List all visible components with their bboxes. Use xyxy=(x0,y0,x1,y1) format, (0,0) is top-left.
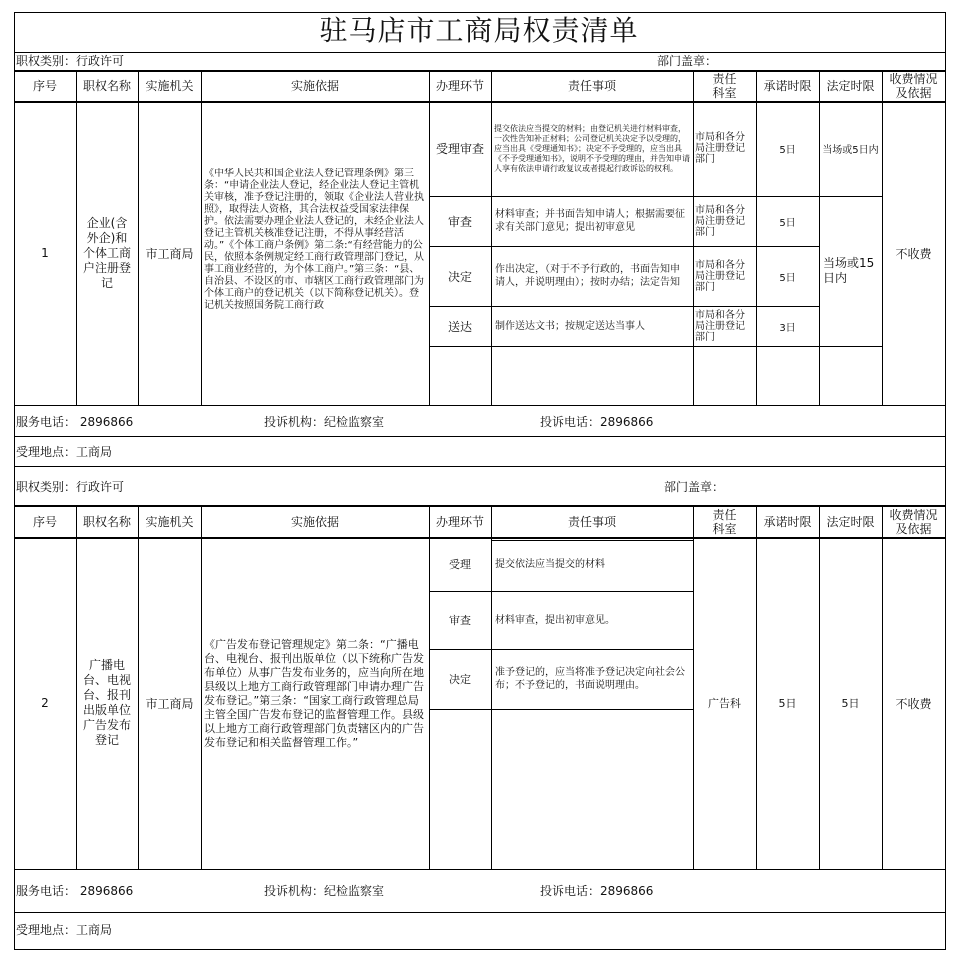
grid-rule xyxy=(14,70,945,72)
complaint-org: 投诉机构：纪检监察室 xyxy=(264,884,385,898)
stamp-label: 部门盖章： xyxy=(657,54,718,68)
service-phone: 服务电话： 2896866 xyxy=(16,415,134,429)
duty-decision: 作出决定，（对于不予行政的，书面告知申请人，并说明理由）；按时办结；法定告知 xyxy=(495,264,680,288)
dept-delivery: 市局和各分局注册登记部门 xyxy=(695,309,745,343)
grid-rule xyxy=(14,12,945,13)
grid-rule xyxy=(429,196,819,197)
legal-time-process: 当场或15日内 xyxy=(823,256,875,285)
grid-rule xyxy=(693,70,694,405)
header-duty: 责任事项 xyxy=(567,514,616,529)
grid-rule xyxy=(201,70,202,405)
grid-rule xyxy=(819,346,882,347)
grid-rule xyxy=(14,436,945,437)
header-stage: 办理环节 xyxy=(435,79,484,93)
grid-rule xyxy=(819,196,882,197)
grid-rule xyxy=(14,912,945,913)
grid-rule xyxy=(14,101,945,103)
grid-rule xyxy=(14,405,945,406)
duty-accept: 提交依法应当提交的材料 xyxy=(495,558,605,570)
category-label: 职权类别：行政许可 xyxy=(16,54,125,68)
power-name: 企业(含外企)和个体工商户注册登记 xyxy=(82,215,131,290)
grid-rule xyxy=(14,949,945,950)
grid-rule xyxy=(819,505,820,869)
complaint-phone: 投诉电话：2896866 xyxy=(540,415,654,429)
grid-rule xyxy=(429,709,693,710)
dept-decision: 市局和各分局注册登记部门 xyxy=(695,259,745,293)
header-basis: 实施依据 xyxy=(290,514,339,529)
agency: 市工商局 xyxy=(145,246,194,261)
legal-time: 5日 xyxy=(841,697,860,710)
header-dept: 责任 科室 xyxy=(712,72,737,100)
grid-rule xyxy=(76,505,77,869)
header-agency: 实施机关 xyxy=(145,514,194,529)
grid-rule xyxy=(429,306,819,307)
grid-rule xyxy=(756,70,757,405)
header-duty: 责任事项 xyxy=(567,79,616,93)
grid-rule xyxy=(138,70,139,405)
grid-rule xyxy=(756,505,757,869)
grid-rule xyxy=(491,70,492,405)
header-basis: 实施依据 xyxy=(290,79,339,93)
header-legal: 法定时限 xyxy=(826,79,875,93)
grid-rule xyxy=(429,70,430,405)
header-fee: 收费情况 及依据 xyxy=(889,72,938,100)
grid-rule xyxy=(14,466,945,467)
duty-decision: 准予登记的，应当将准予登记决定向社会公布；不予登记的，书面说明理由。 xyxy=(495,667,685,691)
header-name: 职权名称 xyxy=(82,79,131,93)
grid-rule xyxy=(882,505,883,869)
stage-decision: 决定 xyxy=(447,269,472,284)
stage-accept: 受理 xyxy=(449,558,471,571)
duty-review: 材料审查；并书面告知申请人；根据需要征求有关部门意见；提出初审意见 xyxy=(495,209,685,233)
stage-delivery: 送达 xyxy=(447,319,472,334)
grid-rule xyxy=(491,505,492,869)
stage-decision: 决定 xyxy=(449,673,471,686)
duty-delivery: 制作送达文书；按规定送达当事人 xyxy=(495,320,645,332)
page-title: 驻马店市工商局权责清单 xyxy=(319,14,639,47)
grid-rule xyxy=(76,70,77,405)
grid-rule xyxy=(819,70,820,405)
header-no: 序号 xyxy=(32,514,57,529)
row-number: 2 xyxy=(41,696,49,710)
grid-rule xyxy=(429,505,430,869)
promise-delivery: 3日 xyxy=(779,322,796,334)
grid-rule xyxy=(14,70,15,405)
service-phone: 服务电话： 2896866 xyxy=(16,884,134,898)
grid-rule xyxy=(14,52,945,53)
header-promise: 承诺时限 xyxy=(763,514,812,529)
stamp-label: 部门盖章： xyxy=(664,480,725,494)
grid-rule xyxy=(429,246,819,247)
fee: 不收费 xyxy=(895,696,932,711)
power-name: 广播电台、电视台、报刊出版单位广告发布登记 xyxy=(82,658,131,747)
duty-review: 材料审查，提出初审意见。 xyxy=(495,614,615,626)
grid-rule xyxy=(693,505,694,869)
location: 受理地点：工商局 xyxy=(16,445,113,459)
stage-review: 审查 xyxy=(449,614,471,627)
header-stage: 办理环节 xyxy=(435,514,484,529)
grid-rule xyxy=(138,505,139,869)
stage-review: 审查 xyxy=(447,214,472,229)
legal-basis: 《中华人民共和国企业法人登记管理条例》第三条：“申请企业法人登记，经企业法人登记主管机关审核，准予登记注册的，领取《企业法人营业执照》，取得法人资格，其合法权益受国家法律保护。依法需要办理企业法人登记的，未经企业法人登记主管机关核准登记注册，不得从事经营活动。”《个体工商户条例》第二条:“有经营能力的公民，依照本条例规定经工商行政管理部门登记，从事工商业经营的，为个体工商户。”第三条：“县、自治县、不设区的市、市辖区工商行政管理部门为个体工商户的登记机关（以下简称登记机关）。登记机关按照国务院工商行政 xyxy=(204,168,424,311)
row-number: 1 xyxy=(41,246,49,260)
grid-rule xyxy=(945,70,946,405)
complaint-phone: 投诉电话：2896866 xyxy=(540,884,654,898)
grid-rule xyxy=(201,505,202,869)
header-agency: 实施机关 xyxy=(145,79,194,93)
header-promise: 承诺时限 xyxy=(763,79,812,93)
promise-review: 5日 xyxy=(779,217,796,229)
grid-rule xyxy=(882,70,883,405)
promise-accept-review: 5日 xyxy=(779,145,796,156)
header-fee: 收费情况 及依据 xyxy=(889,507,938,536)
promise-decision: 5日 xyxy=(779,272,796,284)
fee: 不收费 xyxy=(895,246,932,261)
duty-accept-review: 提交依法应当提交的材料；由登记机关进行材料审查，一次性告知补正材料；公司登记机关决定予以受理的，应当出具《受理通知书》；决定不予受理的，应当出具《不予受理通知书》，说明不予受理的理由，并告知申请人享有依法申请行政复议或者提起行政诉讼的权利。 xyxy=(494,123,690,173)
legal-time-accept: 当场或5日内 xyxy=(822,145,879,156)
location: 受理地点：工商局 xyxy=(16,923,113,937)
header-legal: 法定时限 xyxy=(826,514,875,529)
agency: 市工商局 xyxy=(145,696,194,711)
grid-rule xyxy=(945,505,946,869)
header-name: 职权名称 xyxy=(82,514,131,529)
complaint-org: 投诉机构：纪检监察室 xyxy=(264,415,385,429)
grid-rule xyxy=(14,537,945,539)
header-no: 序号 xyxy=(32,79,57,93)
legal-basis: 《广告发布登记管理规定》第二条：“广播电台、电视台、报刊出版单位（以下统称广告发布单位）从事广告发布业务的，应当向所在地县级以上地方工商行政管理部门申请办理广告发布登记。”第三条：“国家工商行政管理总局主管全国广告发布登记的监督管理工作。县级以上地方工商行政管理部门负责辖区内的广告发布登记和相关监督管理工作。” xyxy=(204,638,424,749)
grid-rule xyxy=(429,649,693,650)
grid-rule xyxy=(14,505,15,869)
grid-rule xyxy=(429,591,693,592)
dept-review: 市局和各分局注册登记部门 xyxy=(695,204,745,238)
header-dept: 责任 科室 xyxy=(712,507,737,536)
stage-accept-review: 受理审查 xyxy=(435,142,484,156)
category-label: 职权类别：行政许可 xyxy=(16,480,125,494)
grid-rule xyxy=(429,346,819,347)
grid-rule xyxy=(14,869,945,870)
grid-rule xyxy=(491,540,693,541)
dept: 广告科 xyxy=(708,697,741,710)
promise-time: 5日 xyxy=(778,697,797,710)
grid-rule xyxy=(14,505,945,507)
dept-accept-review: 市局和各分局注册登记部门 xyxy=(695,132,745,165)
